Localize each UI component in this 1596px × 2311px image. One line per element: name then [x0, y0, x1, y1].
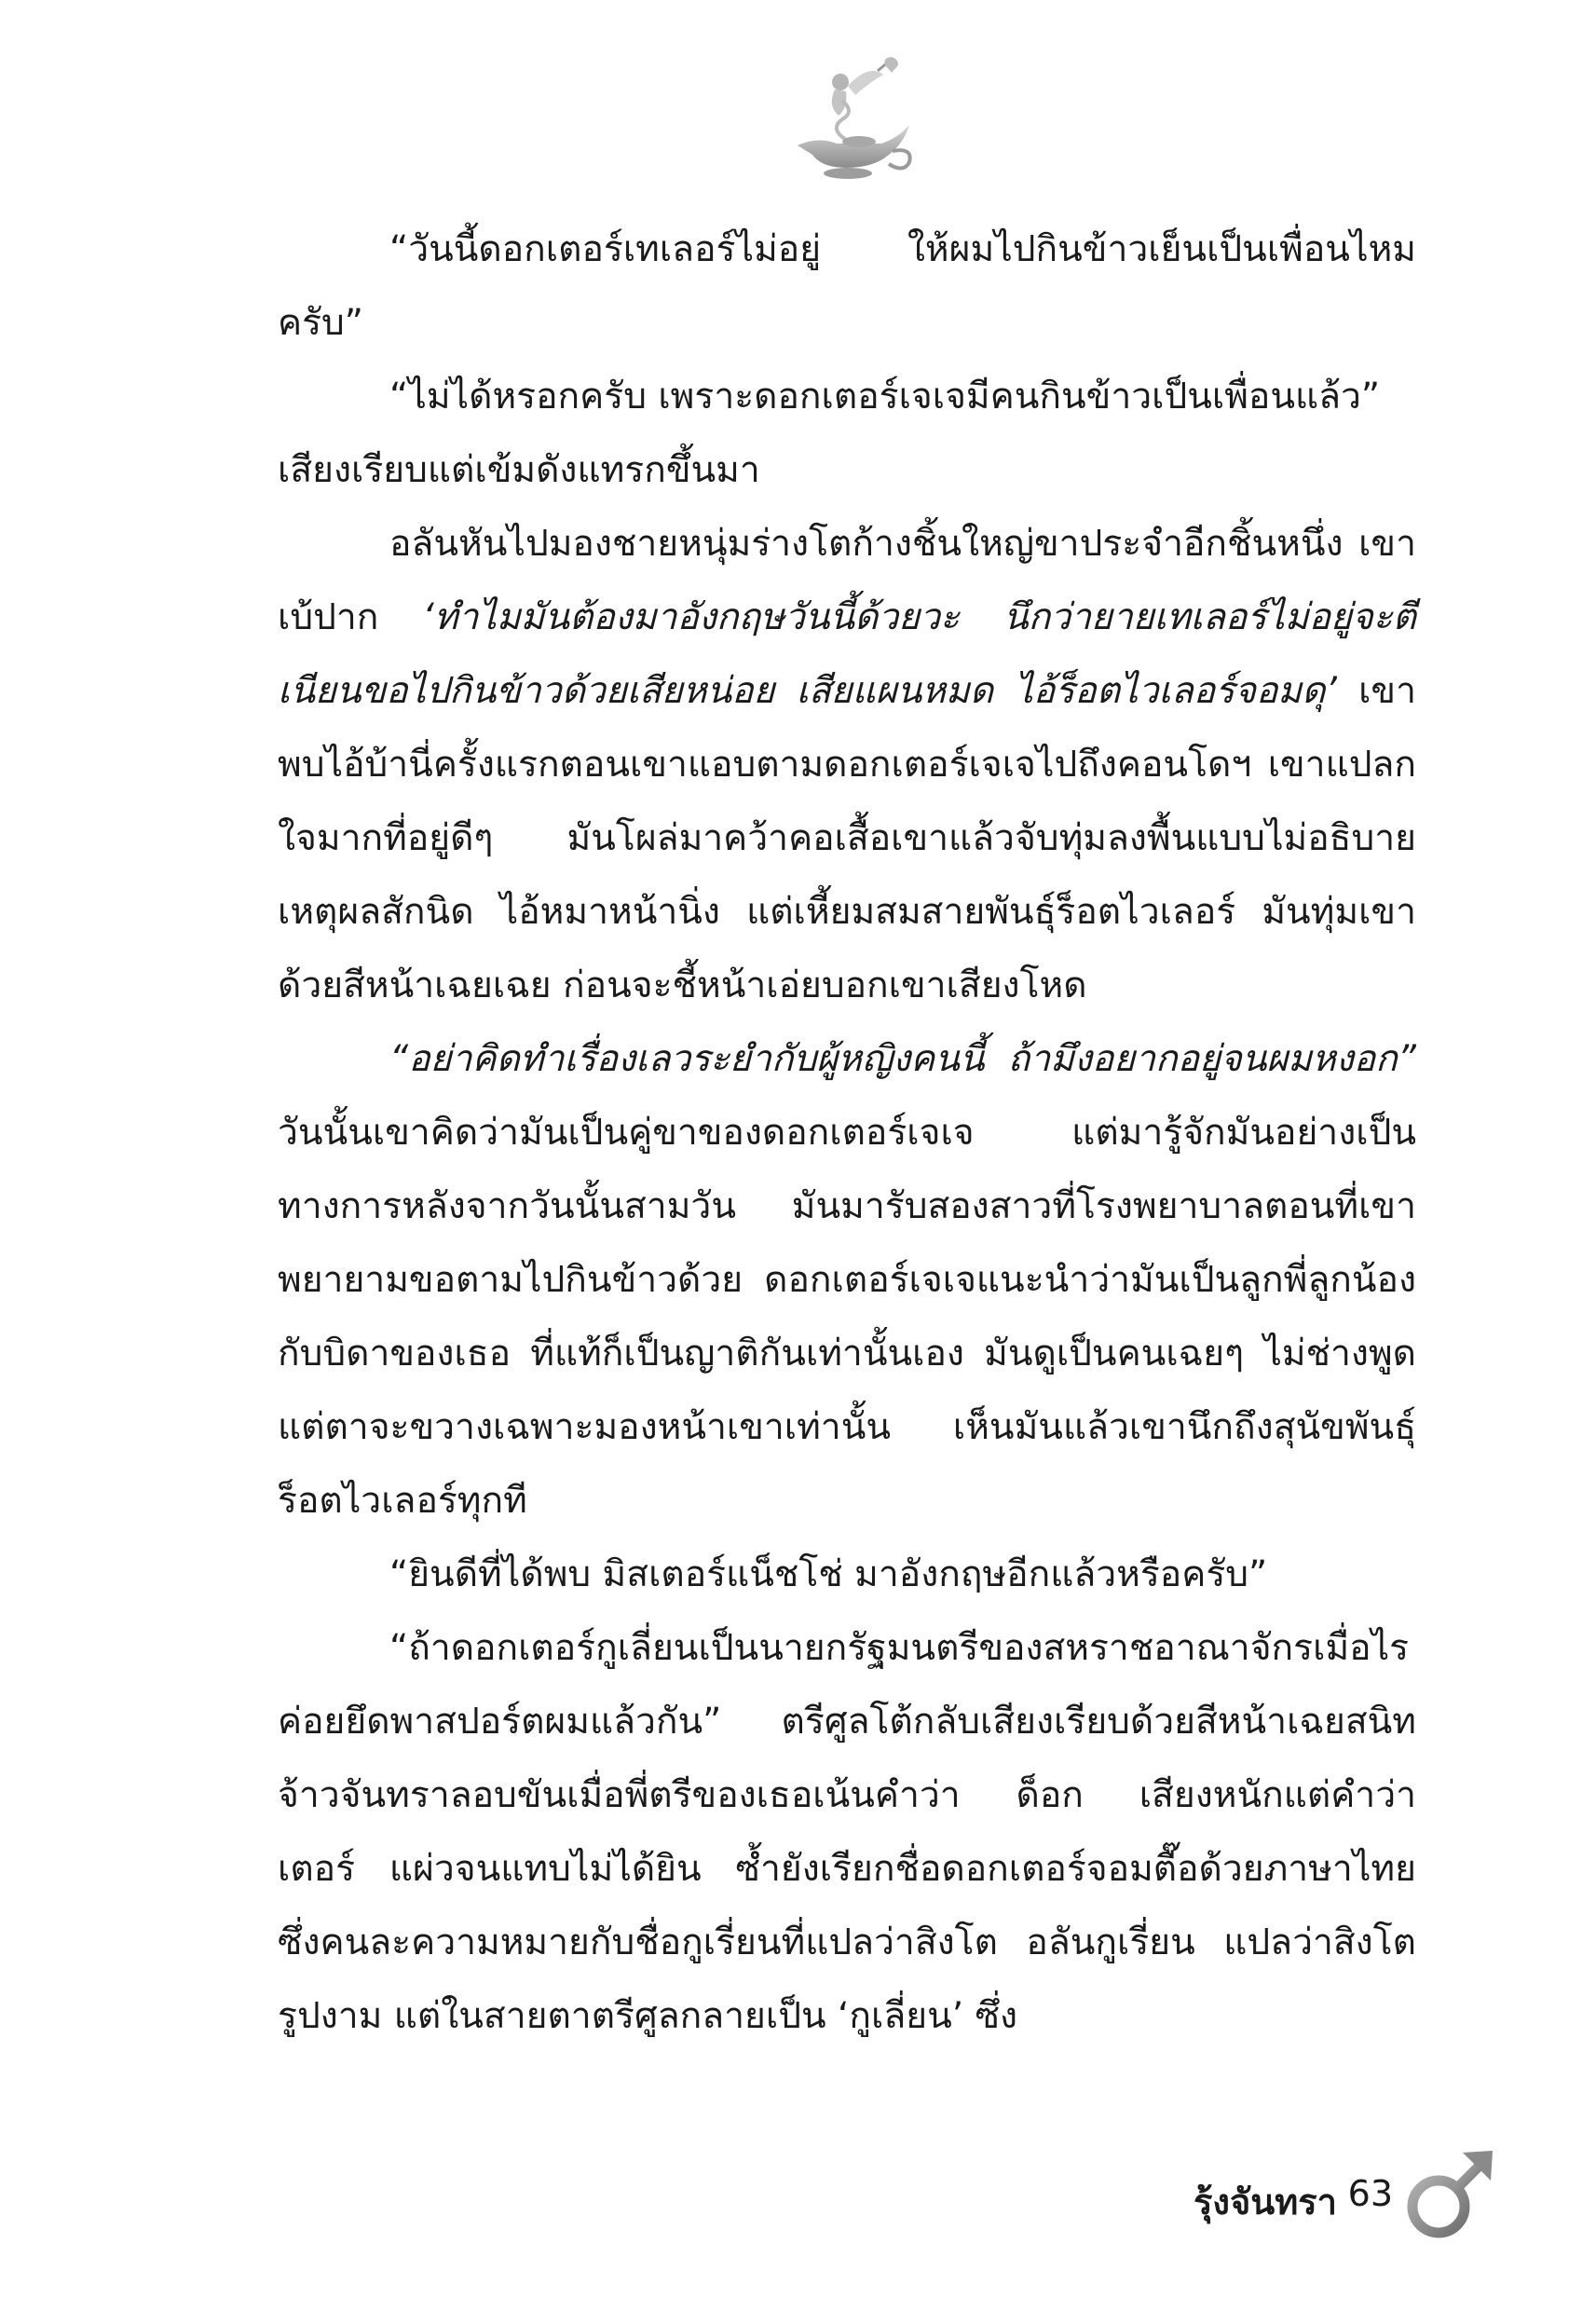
paragraph: “ไม่ได้หรอกครับ เพราะดอกเตอร์เจเจมีคนกินข้าวเป็นเพื่อนแล้ว”	[389, 376, 1381, 417]
book-title: รุ้งจันทรา	[1193, 2181, 1337, 2222]
page-footer	[1118, 2143, 1509, 2246]
paragraph: “ยินดีที่ได้พบ มิสเตอร์แน็ชโช่ มาอังกฤษอีกแล้วหรือครับ”	[389, 1553, 1268, 1595]
quoted-speech-text: “อย่าคิดทำเรื่องเลวระยำกับผู้หญิงคนนี้ ถ้ามึงอยากอยู่จนผมหงอก”	[389, 1038, 1416, 1080]
paragraph: เสียงเรียบแต่เข้มดังแทรกขึ้นมา	[278, 449, 760, 491]
paragraph: “อย่าคิดทำเรื่องเลวระยำกับผู้หญิงคนนี้ ถ้ามึงอยากอยู่จนผมหงอก” วันนั้นเขาคิดว่ามันเป็นคู่ขาของดอกเตอร์เจเจ แต่มารู้จักมันอย่างเป็นทางการหลังจากวันนั้นสามวัน มันมารับสองสาวที่โรงพยาบาลตอนที่เขาพยายามขอตามไปกินข้าวด้วย ดอกเตอร์เจเจแนะนำว่ามันเป็นลูกพี่ลูกน้องกับบิดาของเธอ ที่แท้ก็เป็นญาติกันเท่านั้นเอง มันดูเป็นคนเฉยๆ ไม่ช่างพูด แต่ตาจะขวางเฉพาะมองหน้าเขาเท่านั้น เห็นมันแล้วเขานึกถึงสุนัขพันธุ์ร็อตไวเลอร์ทุกที	[278, 1038, 1416, 1522]
genie-lamp-with-cupid-icon	[781, 54, 921, 185]
page-number: 63	[1347, 2173, 1393, 2214]
body-text	[278, 212, 1416, 2053]
male-symbol-icon	[1398, 2143, 1500, 2246]
paragraph: “วันนี้ดอกเตอร์เทเลอร์ไม่อยู่ ให้ผมไปกินข้าวเย็นเป็นเพื่อนไหมครับ”	[278, 228, 1416, 344]
inner-thought-text: ‘ทำไมมันต้องมาอังกฤษวันนี้ด้วยวะ นึกว่ายายเทเลอร์ไม่อยู่จะตีเนียนขอไปกินข้าวด้วยเสียหน่อย เสียแผนหมด ไอ้ร็อตไวเลอร์จอมดุ’	[278, 596, 1416, 712]
paragraph: “ถ้าดอกเตอร์กูเลี่ยนเป็นนายกรัฐมนตรีของสหราชอาณาจักรเมื่อไรค่อยยึดพาสปอร์ตผมแล้วกัน” ตรีศูลโต้กลับเสียงเรียบด้วยสีหน้าเฉยสนิท จ้าวจันทราลอบขันเมื่อพี่ตรีของเธอเน้นคำว่า ด็อก เสียงหนักแต่คำว่า เตอร์ แผ่วจนแทบไม่ได้ยิน ซ้ำยังเรียกชื่อดอกเตอร์จอมตื๊อด้วยภาษาไทย ซึ่งคนละความหมายกับชื่อกูเรี่ยนที่แปลว่าสิงโต อลันกูเรี่ยน แปลว่าสิงโตรูปงาม แต่ในสายตาตรีศูลกลายเป็น ‘กูเลี่ยน’ ซึ่ง	[278, 1627, 1416, 2037]
paragraph: อลันหันไปมองชายหนุ่มร่างโตก้างชิ้นใหญ่ขาประจำอีกชิ้นหนึ่ง เขาเบ้ปาก ‘ทำไมมันต้องมาอังกฤษวันนี้ด้วยวะ นึกว่ายายเทเลอร์ไม่อยู่จะตีเนียนขอไปกินข้าวด้วยเสียหน่อย เสียแผนหมด ไอ้ร็อตไวเลอร์จอมดุ’ เขาพบไอ้บ้านี่ครั้งแรกตอนเขาแอบตามดอกเตอร์เจเจไปถึงคอนโดฯ เขาแปลกใจมากที่อยู่ดีๆ มันโผล่มาคว้าคอเสื้อเขาแล้วจับทุ่มลงพื้นแบบไม่อธิบายเหตุผลสักนิด ไอ้หมาหน้านิ่ง แต่เหี้ยมสมสายพันธุ์ร็อตไวเลอร์ มันทุ่มเขาด้วยสีหน้าเฉยเฉย ก่อนจะชี้หน้าเอ่ยบอกเขาเสียงโหด	[278, 523, 1416, 1006]
